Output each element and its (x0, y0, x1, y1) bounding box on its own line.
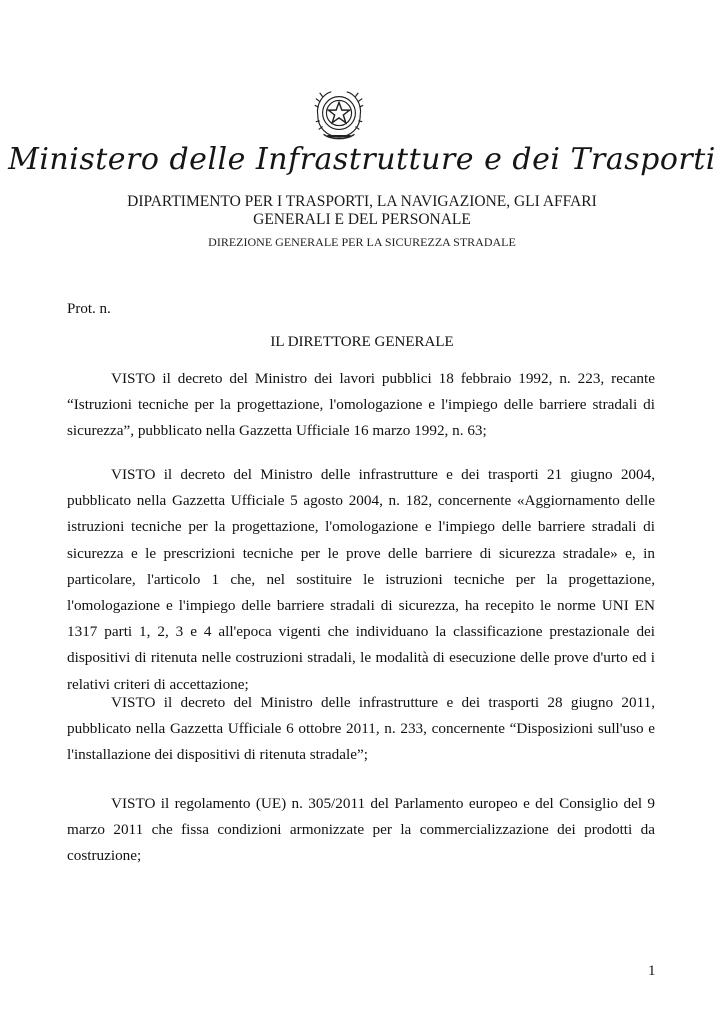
paragraph-2: VISTO il decreto del Ministro delle infrastrutture e dei trasporti 21 giugno 2004, pubblicato nella Gazzetta Ufficiale 5 agosto 2004, n. 182, concernente «Aggiornamento delle istruzioni tecniche per la progettazione, l'omologazione e l'impiego delle barriere stradali di sicurezza e le prescrizioni tecniche per le prove delle barriere di sicurezza stradale» e, in particolare, l'articolo 1 che, nel sostituire le istruzioni tecniche per la progettazione, l'omologazione e l'impiego delle barriere stradali di sicurezza, ha recepito le norme UNI EN 1317 parti 1, 2, 3 e 4 all'epoca vigenti che individuano la classificazione prestazionale dei dispositivi di ritenuta nelle costruzioni stradali, le modalità di esecuzione delle prove d'urto ed i relativi criteri di accettazione; (67, 466, 655, 693)
paragraph-1: VISTO il decreto del Ministro dei lavori pubblici 18 febbraio 1992, n. 223, recante “Istruzioni tecniche per la progettazione, l'omologazione e l'impiego delle barriere stradali di sicurezza”, pubblicato nella Gazzetta Ufficiale 16 marzo 1992, n. 63; (67, 370, 655, 440)
department-name-line-2: GENERALI E DEL PERSONALE (253, 211, 471, 228)
protocol-number: Prot. n. (67, 301, 111, 317)
document-title: IL DIRETTORE GENERALE (270, 334, 454, 350)
direction-name: DIREZIONE GENERALE PER LA SICUREZZA STRADALE (208, 235, 516, 249)
department-name-line-1: DIPARTIMENTO PER I TRASPORTI, LA NAVIGAZIONE, GLI AFFARI (127, 193, 597, 210)
ministry-name: Ministero delle Infrastrutture e dei Trasporti (8, 142, 716, 177)
emblem-of-italy-icon (310, 86, 368, 142)
page-number: 1 (648, 963, 656, 979)
paragraph-4: VISTO il regolamento (UE) n. 305/2011 del Parlamento europeo e del Consiglio del 9 marzo 2011 che fissa condizioni armonizzate per la commercializzazione dei prodotti da costruzione; (67, 795, 655, 865)
paragraph-3: VISTO il decreto del Ministro delle infrastrutture e dei trasporti 28 giugno 2011, pubblicato nella Gazzetta Ufficiale 6 ottobre 2011, n. 233, concernente “Disposizioni sull'uso e l'installazione dei dispositivi di ritenuta stradale”; (67, 694, 655, 764)
